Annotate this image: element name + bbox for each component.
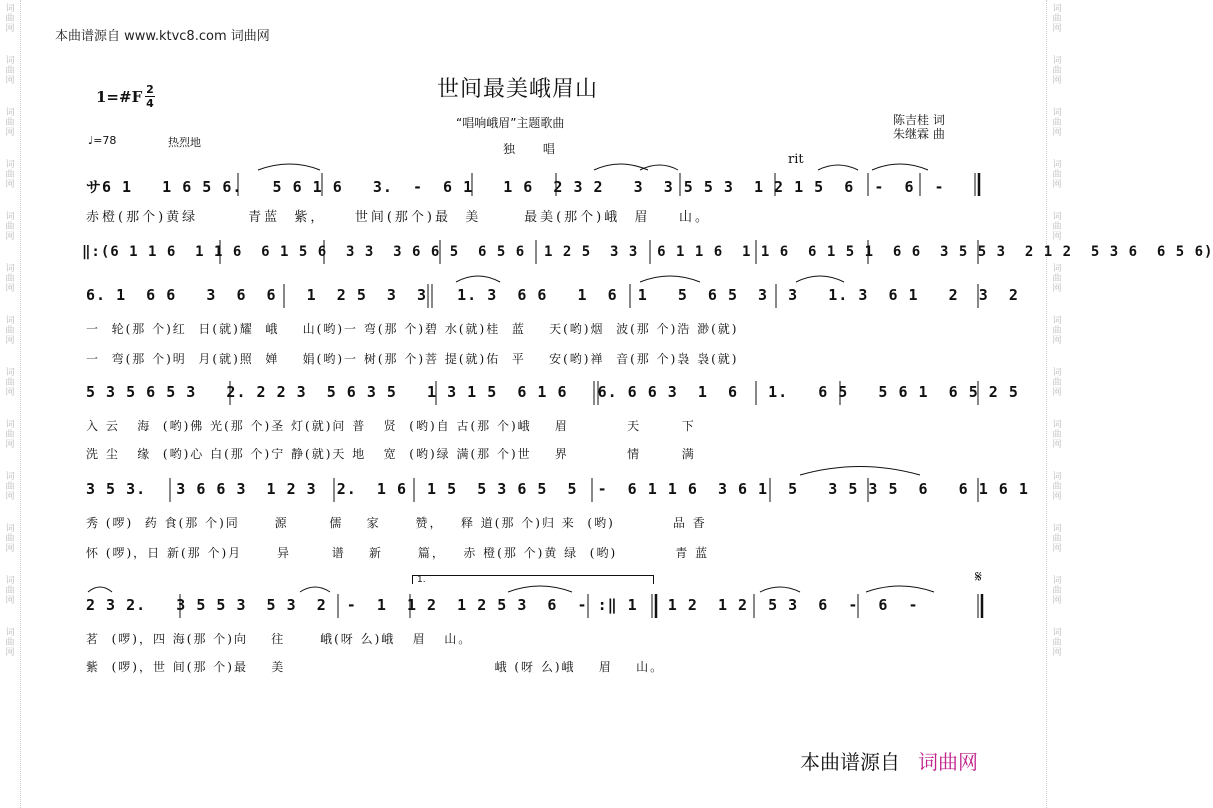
lyric-line: 一 轮(那 个)红 日(就)耀 峨 山(哟)一 弯(那 个)碧 水(就)桂 蓝 天(哟)烟 波(那 个)浩 渺(就) — [86, 322, 739, 336]
notation-line: 6. 1 6 6 3 6 6 1 2 5 3 3 1. 3 6 6 1 6 1 5 6 5 3 3 1. 3 6 1 2 3 2 — [86, 286, 1019, 304]
lyric-line: 茗 (啰)，四 海(那 个)向 往 峨(呀 么)峨 眉 山。 — [86, 632, 473, 646]
lyricist: 陈吉桂 词 — [893, 113, 945, 127]
key-signature: 1=#F — [96, 88, 143, 106]
ritardando-mark: rit — [788, 152, 804, 167]
composer: 朱继霖 曲 — [893, 127, 945, 141]
watermark-block: 词 曲 网 — [1052, 472, 1062, 502]
segno-mark: 𝄋 — [975, 567, 982, 586]
watermark-block: 词 曲 网 — [1052, 56, 1062, 86]
time-signature-bottom: 4 — [146, 97, 154, 110]
watermark-block: 词 曲 网 — [1052, 316, 1062, 346]
watermark-block: 词 曲 网 — [5, 576, 15, 606]
watermark-block: 词 曲 网 — [1052, 160, 1062, 190]
watermark-block: 词 曲 网 — [1052, 420, 1062, 450]
lyric-line: 洗 尘 缘 (哟)心 白(那 个)宁 静(就)天 地 宽 (哟)绿 满(那 个)世 界 情 满 — [86, 447, 696, 461]
tempo-term: 热烈地 — [168, 136, 201, 149]
credits — [893, 113, 945, 141]
footer-brand[interactable]: 词曲网 — [918, 750, 978, 774]
lyric-line: 赤橙(那个)黄绿 青蓝 紫， 世间(那个)最 美 最美(那个)峨 眉 山。 — [86, 210, 712, 225]
watermark-block: 词 曲 网 — [5, 108, 15, 138]
time-signature-top: 2 — [146, 83, 154, 96]
subtitle: “唱响峨眉”主题歌曲 — [456, 116, 565, 130]
lyric-line: 入 云 海 (哟)佛 光(那 个)圣 灯(就)问 普 贤 (哟)自 古(那 个)峨 眉 天 下 — [86, 419, 696, 433]
notation-line: 3 5 3. 3 6 6 3 1 2 3 2. 1 6 1 5 5 3 6 5 5 - 6 1 1 6 3 6 1 5 3 5 3 5 6 6 1 6 1 — [86, 480, 1029, 498]
watermark-block: 词 曲 网 — [5, 524, 15, 554]
watermark-block: 词 曲 网 — [1052, 4, 1062, 34]
volta-label: 1. — [417, 575, 426, 585]
performance-type: 独 唱 — [503, 142, 567, 156]
page-title: 世间最美峨眉山 — [437, 77, 599, 102]
lyric-line: 紫 (啰)，世 间(那 个)最 美 峨 (呀 么)峨 眉 山。 — [86, 660, 665, 674]
watermark-block: 词 曲 网 — [1052, 212, 1062, 242]
footer-text: 本曲谱源自 — [800, 750, 900, 774]
watermark-block: 词 曲 网 — [5, 628, 15, 658]
watermark-block: 词 曲 网 — [5, 160, 15, 190]
watermark-block: 词 曲 网 — [5, 4, 15, 34]
watermark-block: 词 曲 网 — [5, 368, 15, 398]
right-watermark-strip — [1046, 0, 1067, 808]
lyric-line: 怀 (啰)，日 新(那 个)月 异 谱 新 篇， 赤 橙(那 个)黄 绿 (哟) 青 蓝 — [86, 546, 710, 560]
watermark-block: 词 曲 网 — [1052, 524, 1062, 554]
watermark-block: 词 曲 网 — [1052, 628, 1062, 658]
time-signature — [145, 84, 155, 109]
watermark-block: 词 曲 网 — [1052, 368, 1062, 398]
watermark-block: 词 曲 网 — [5, 212, 15, 242]
notation-line: 5 3 5 6 5 3 2. 2 2 3 5 6 3 5 1 3 1 5 6 1 6 6. 6 6 3 1 6 1. 6 5 5 6 1 6 5 2 5 — [86, 383, 1019, 401]
watermark-block: 词 曲 网 — [5, 420, 15, 450]
watermark-block: 词 曲 网 — [5, 264, 15, 294]
watermark-block: 词 曲 网 — [5, 472, 15, 502]
source-line: 本曲谱源自 www.ktvc8.com 词曲网 — [55, 29, 270, 44]
footer — [800, 746, 978, 775]
notation-line: 2 3 2. 3 5 5 3 5 3 2 - 1 1 2 1 2 5 3 6 - :‖ 1 1 2 1 2 5 3 6 - 6 - — [86, 596, 919, 614]
left-watermark-strip — [0, 0, 21, 808]
lyric-line: 秀 (啰) 药 食(那 个)同 源 儒 家 赞， 释 道(那 个)归 来 (哟) 品 香 — [86, 516, 707, 530]
volta-bracket — [412, 575, 654, 584]
tempo-mark: ♩=78 — [88, 134, 117, 147]
watermark-block: 词 曲 网 — [1052, 576, 1062, 606]
notation-line: サ6 1 1 6 5 6. 5 6 1 6 3. - 6 1 1 6 2 3 2 3 3 5 5 3 1 2 1 5 6 - 6 - — [86, 178, 945, 196]
watermark-block: 词 曲 网 — [5, 316, 15, 346]
watermark-block: 词 曲 网 — [1052, 108, 1062, 138]
watermark-block: 词 曲 网 — [5, 56, 15, 86]
notation-line: ‖:(6 1 1 6 1 1 6 6 1 5 6 3 3 3 6 6 5 6 5 6 1 2 5 3 3 6 1 1 6 1 1 6 6 1 5 1 6 6 3 5 5 3 2 1 2 5 3 6 6 5 6) — [82, 244, 1213, 260]
lyric-line: 一 弯(那 个)明 月(就)照 婵 娟(哟)一 树(那 个)菩 提(就)佑 平 安(哟)禅 音(那 个)袅 袅(就) — [86, 352, 739, 366]
watermark-block: 词 曲 网 — [1052, 264, 1062, 294]
